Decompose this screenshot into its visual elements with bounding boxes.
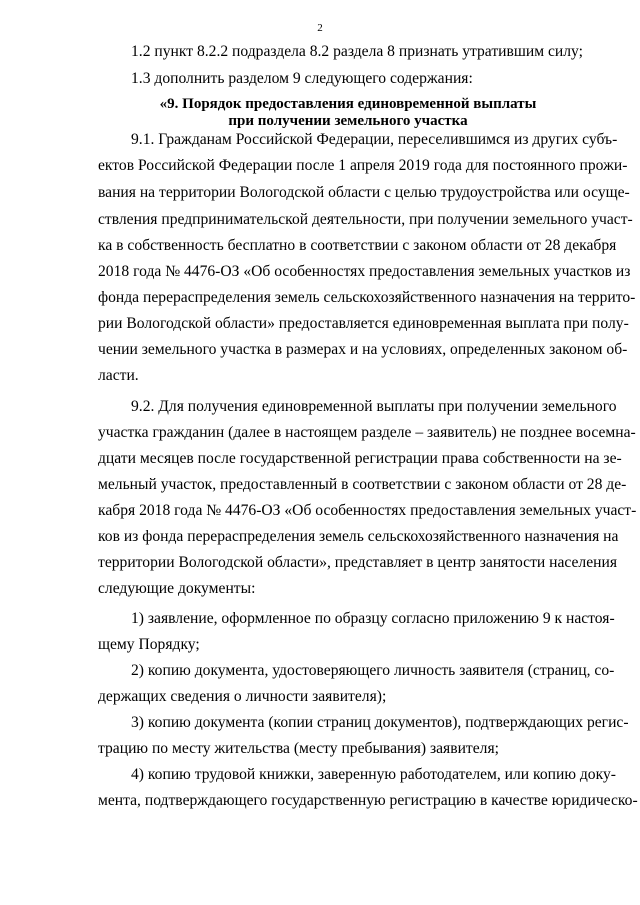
list-item-1-line-1: 1) заявление, оформленное по образцу согласно приложению 9 к настоя- (131, 610, 615, 627)
section-heading-line-2: при получении земельного участка (228, 113, 468, 129)
list-item-3-line-2: трацию по месту жительства (месту пребывания) заявителя; (98, 740, 499, 757)
paragraph-9-2-line: следующие документы: (98, 580, 256, 597)
list-item-2-line-1: 2) копию документа, удостоверяющего личность заявителя (страниц, со- (131, 662, 615, 679)
paragraph-9-2-line: кабря 2018 года № 4476-ОЗ «Об особенностях предоставления земельных участ- (98, 502, 637, 519)
paragraph-9-2-line: мельный участок, предоставленный в соответствии с законом области от 28 де- (98, 476, 627, 493)
list-item-4-line-1: 4) копию трудовой книжки, заверенную работодателем, или копию доку- (131, 766, 616, 783)
paragraph-9-1-line: 9.1. Гражданам Российской Федерации, переселившимся из других субъ- (131, 131, 618, 148)
paragraph-9-1-line: ектов Российской Федерации после 1 апреля 2019 года для постоянного прожи- (98, 157, 628, 174)
paragraph-1-2: 1.2 пункт 8.2.2 подраздела 8.2 раздела 8 признать утратившим силу; (131, 43, 583, 60)
paragraph-9-2-line: участка гражданин (далее в настоящем разделе – заявитель) не позднее восемна- (98, 424, 636, 441)
paragraph-9-2-line: ков из фонда перераспределения земель сельскохозяйственного назначения на (98, 528, 619, 545)
paragraph-9-1-line: ствления предпринимательской деятельности, при получении земельного участ- (98, 211, 633, 228)
paragraph-9-2-line: дцати месяцев после государственной регистрации права собственности на зе- (98, 450, 622, 467)
page-number: 2 (317, 22, 323, 34)
paragraph-9-1-line: 2018 года № 4476-ОЗ «Об особенностях предоставления земельных участков из (98, 263, 631, 280)
paragraph-1-3: 1.3 дополнить разделом 9 следующего содержания: (131, 70, 473, 87)
paragraph-9-2-line: территории Вологодской области», представляет в центр занятости населения (98, 554, 617, 571)
paragraph-9-1-line: рии Вологодской области» предоставляется единовременная выплата при полу- (98, 315, 629, 332)
list-item-3-line-1: 3) копию документа (копии страниц документов), подтверждающих регис- (131, 714, 629, 731)
paragraph-9-1-line: вания на территории Вологодской области с целью трудоустройства или осуще- (98, 184, 630, 201)
paragraph-9-1-line: ласти. (98, 367, 139, 384)
paragraph-9-1-line: ка в собственность бесплатно в соответствии с законом области от 28 декабря (98, 237, 617, 254)
list-item-1-line-2: щему Порядку; (98, 636, 200, 653)
list-item-2-line-2: держащих сведения о личности заявителя); (98, 688, 387, 705)
list-item-4-line-2: мента, подтверждающего государственную регистрацию в качестве юридическо- (98, 792, 638, 809)
paragraph-9-1-line: чении земельного участка в размерах и на условиях, определенных законом об- (98, 341, 628, 358)
paragraph-9-1-line: фонда перераспределения земель сельскохозяйственного назначения на террито- (98, 289, 636, 306)
paragraph-9-2-line: 9.2. Для получения единовременной выплаты при получении земельного (131, 398, 617, 415)
section-heading-line-1: «9. Порядок предоставления единовременной выплаты (159, 96, 537, 112)
